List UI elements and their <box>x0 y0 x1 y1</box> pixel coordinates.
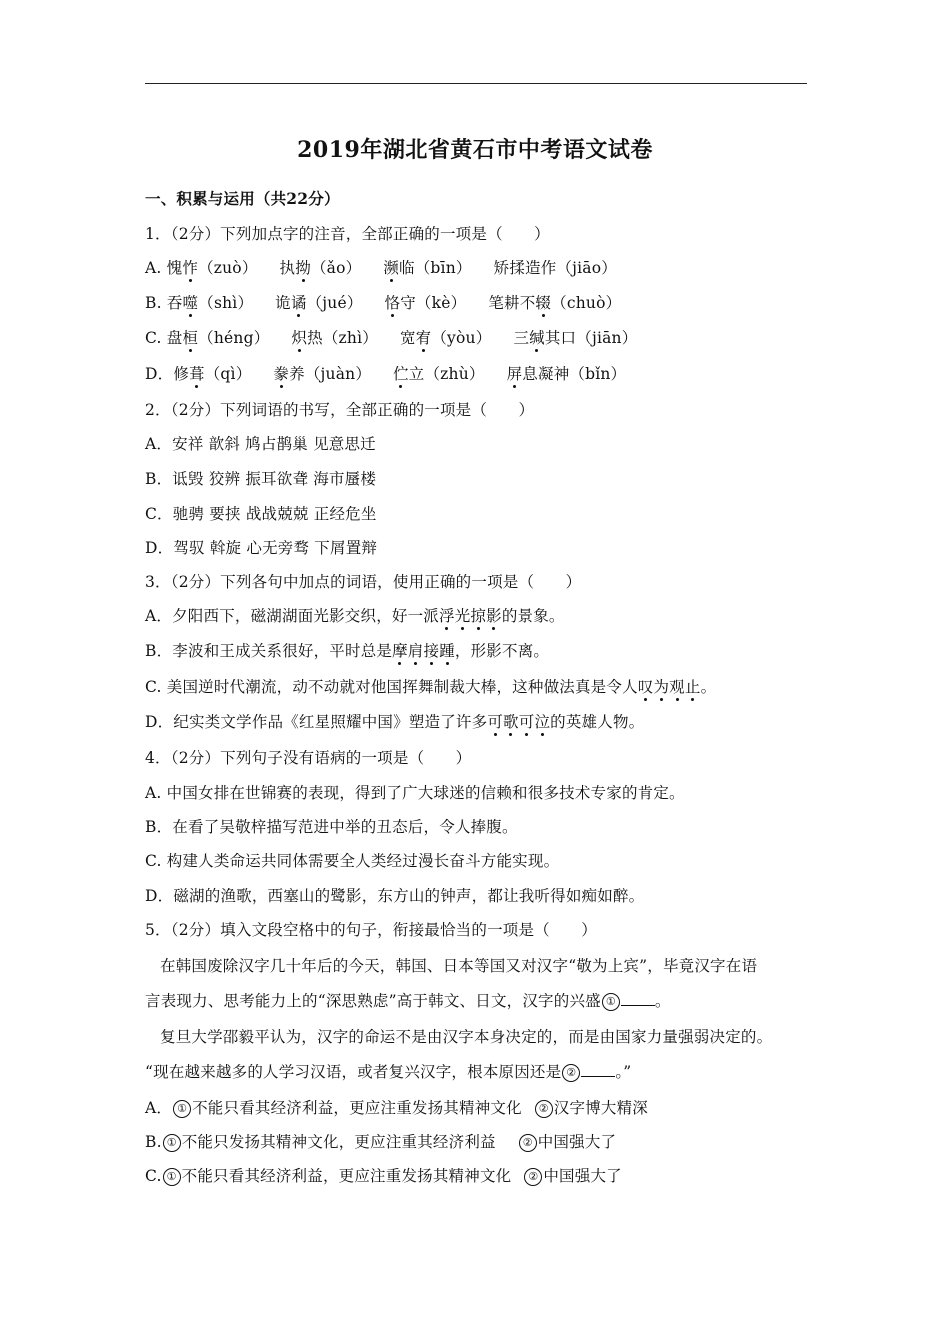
dotted-phrase <box>638 678 701 696</box>
dotted-char: 接 <box>423 642 440 660</box>
dotted-char: 为 <box>653 678 670 696</box>
dotted-char: 肩 <box>407 642 424 660</box>
dotted-phrase <box>392 642 455 660</box>
q3-option-a: A．夕阳西下，磁湖湖面光影交织，好一派浮光掠影的景象。 <box>145 607 565 625</box>
dotted-char: 影 <box>486 607 502 625</box>
dotted-char: 浮 <box>439 607 455 625</box>
dotted-char: 光 <box>454 607 471 625</box>
header-rule <box>145 83 807 84</box>
q2-option-c: C．驰骋 要挟 战战兢兢 正经危坐 <box>145 505 377 523</box>
q1-option-c: C. 盘桓（héng） 炽热（zhì） 宽宥（yòu） 三缄其口（jiān） <box>145 329 638 347</box>
q3-option-d: D．纪实类文学作品《红星照耀中国》塑造了许多可歌可泣的英雄人物。 <box>145 713 645 731</box>
q5-stem: 5．（2分）填入文段空格中的句子，衔接最恰当的一项是（ ） <box>145 921 597 939</box>
dotted-char: 歌 <box>503 713 519 731</box>
dotted-phrase <box>487 713 550 731</box>
page-title: 2019年湖北省黄石市中考语文试卷 <box>297 137 653 163</box>
dotted-char: 可 <box>518 713 535 731</box>
q2-option-d: D．驾驭 斡旋 心无旁骛 下屑置辩 <box>145 539 378 557</box>
q1-option-a: A. 愧怍（zuò） 执拗（ǎo） 濒临（bīn） 矫揉造作（jiāo） <box>145 259 617 277</box>
q2-stem: 2．（2分）下列词语的书写，全部正确的一项是（ ） <box>145 401 535 419</box>
q3-option-b: B．李波和王成关系很好，平时总是摩肩接踵，形影不离。 <box>145 642 550 660</box>
q5-passage-line-3: 复旦大学邵毅平认为，汉字的命运不是由汉字本身决定的，而是由国家力量强弱决定的。 <box>160 1028 773 1046</box>
answer-blank <box>621 1005 655 1006</box>
dotted-char: 观 <box>669 678 685 696</box>
q3-option-c: C. 美国逆时代潮流，动不动就对他国挥舞制裁大棒，这种做法真是令人叹为观止。 <box>145 678 717 696</box>
q5-passage-line-1: 在韩国废除汉字几十年后的今天，韩国、日本等国又对汉字“敬为上宾”，毕竟汉字在语 <box>160 957 758 975</box>
q4-option-b: B．在看了吴敬梓描写范进中举的丑态后，令人捧腹。 <box>145 818 518 836</box>
dotted-char: 掠 <box>470 607 487 625</box>
q4-option-c: C. 构建人类命运共同体需要全人类经过漫长奋斗方能实现。 <box>145 852 560 870</box>
q5-passage-line-2: 言表现力、思考能力上的“深思熟虑”高于韩文、日文，汉字的兴盛 ① 。 <box>145 992 671 1010</box>
q2-option-b: B．诋毁 狡辨 振耳欲聋 海市蜃楼 <box>145 470 377 488</box>
dotted-char: 泣 <box>534 713 551 731</box>
dotted-char: 摩 <box>392 642 408 660</box>
dotted-char: 叹 <box>637 678 654 696</box>
q5-option-b: B. ① 不能只发扬其精神文化，更应注重其经济利益 ② 中国强大了 <box>145 1133 617 1151</box>
dotted-char: 可 <box>487 713 504 731</box>
q4-stem: 4．（2分）下列句子没有语病的一项是（ ） <box>145 749 472 767</box>
q5-option-a: A． ① 不能只看其经济利益，更应注重发扬其精神文化 ② 汉字博大精深 <box>145 1099 648 1117</box>
q4-option-a: A. 中国女排在世锦赛的表现，得到了广大球迷的信赖和很多技术专家的肯定。 <box>145 784 685 802</box>
q3-stem: 3．（2分）下列各句中加点的词语，使用正确的一项是（ ） <box>145 573 582 591</box>
q5-passage-line-4: “现在越来越多的人学习汉语，或者复兴汉字，根本原因还是 ② 。” <box>145 1063 632 1081</box>
q2-option-a: A．安祥 歆斜 鸠占鹊巢 见意思迁 <box>145 435 376 453</box>
section-heading: 一、积累与运用（共22分） <box>145 189 340 208</box>
q5-option-c: C. ① 不能只看其经济利益，更应注重发扬其精神文化 ② 中国强大了 <box>145 1167 622 1185</box>
q4-option-d: D．磁湖的渔歌，西塞山的鹭影，东方山的钟声，都让我听得如痴如醉。 <box>145 887 645 905</box>
q1-option-d: D．修葺（qì） 豢养（juàn） 伫立（zhù） 屏息凝神（bǐn） <box>145 365 627 383</box>
dotted-phrase <box>439 607 502 625</box>
q1-stem: 1．（2分）下列加点字的注音，全部正确的一项是（ ） <box>145 225 550 243</box>
q1-option-b: B. 吞噬（shì） 诡谲（jué） 恪守（kè） 笔耕不辍（chuò） <box>145 294 622 312</box>
dotted-char: 踵 <box>439 642 455 660</box>
blank-marker: ② <box>562 1064 580 1082</box>
answer-blank <box>581 1076 615 1077</box>
blank-marker: ① <box>602 993 620 1011</box>
dotted-char: 止 <box>684 678 701 696</box>
